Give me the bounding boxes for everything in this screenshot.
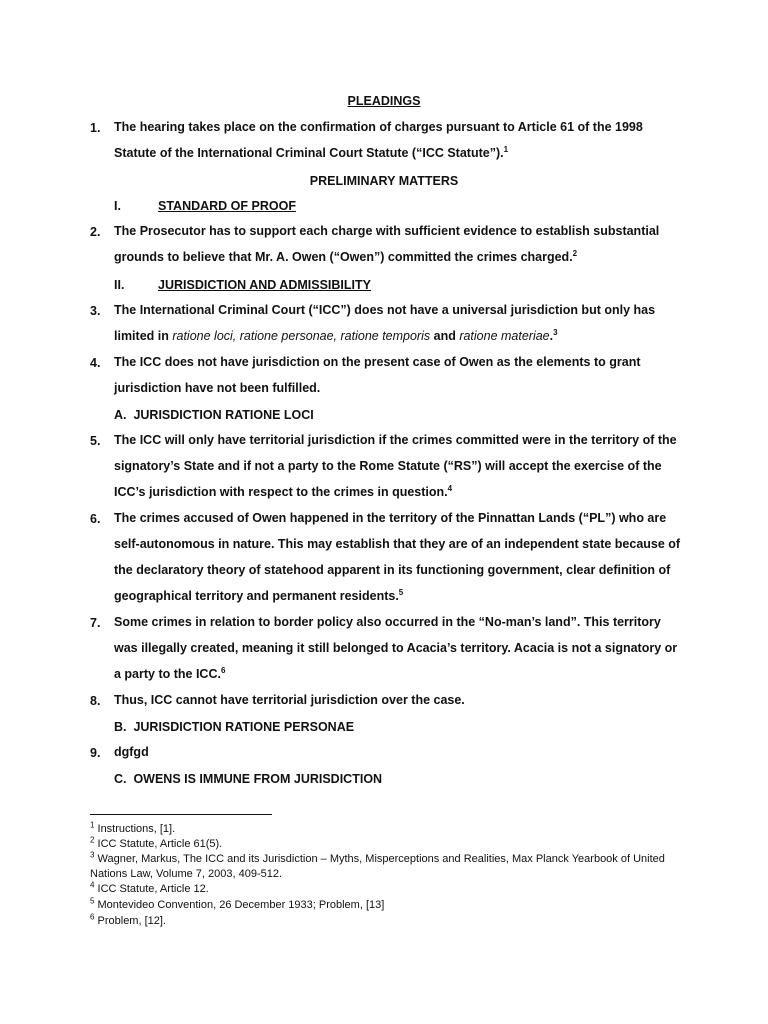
- footnote: $^1$ Instructions, [1].: [90, 820, 176, 835]
- paragraph-4: The ICC does not have jurisdiction on the present case of Owen as the elements to grant jurisdiction have not been fulfilled.: [114, 355, 641, 395]
- paragraph-2: The Prosecutor has to support each charge with sufficient evidence to establish substantial grounds to believe that Mr. A. Owen (“Owen”) committed the crimes charged.$^2$: [114, 224, 660, 264]
- footnote: $^3$ Wagner, Markus, The ICC and its Jurisdiction – Myths, Misperceptions and Realities, Max Planck Yearbook of United Nations Law, Volume 7, 2003, 409-512.: [90, 850, 665, 880]
- paragraph-number: 1.: [90, 121, 101, 135]
- paragraph-7: Some crimes in relation to border policy also occurred in the “No-man’s land”. This territory was illegally created, meaning it still belonged to Acacia’s territory. Acacia is not a signatory or a party to the ICC.$^6$: [114, 615, 678, 681]
- page-title: PLEADINGS: [347, 94, 421, 108]
- paragraph-number: 8.: [90, 694, 101, 708]
- section-marker: II.: [114, 278, 125, 292]
- section-heading: PRELIMINARY MATTERS: [309, 174, 459, 188]
- paragraph-number: 2.: [90, 225, 101, 239]
- paragraph-number: 3.: [90, 304, 101, 318]
- paragraph-3: The International Criminal Court (“ICC”) does not have a universal jurisdiction but only has limited in ratione loci, ratione personae, ratione temporis and ratione materiae.$^3$: [114, 303, 656, 343]
- paragraph-6: The crimes accused of Owen happened in the territory of the Pinnattan Lands (“PL”) who are self-autonomous in nature. This may establish that they are of an independent state because of the declaratory theory of statehood apparent in its functioning government, clear definition of geographical territory and permanent residents.$^5$: [114, 511, 681, 603]
- paragraph-1: The hearing takes place on the confirmation of charges pursuant to Article 61 of the 1998 Statute of the International Criminal Court Statute (“ICC Statute”).$^1$: [114, 120, 643, 160]
- section-marker: I.: [114, 199, 121, 213]
- subsection-heading: B. JURISDICTION RATIONE PERSONAE: [114, 720, 355, 734]
- footnote: $^6$ Problem, [12].: [90, 912, 166, 927]
- subsection-heading: A. JURISDICTION RATIONE LOCI: [114, 408, 314, 422]
- subsection-heading: C. OWENS IS IMMUNE FROM JURISDICTION: [114, 772, 383, 786]
- paragraph-number: 6.: [90, 512, 101, 526]
- section-title: STANDARD OF PROOF: [158, 199, 296, 213]
- paragraph-number: 5.: [90, 434, 101, 448]
- footnote-ref[interactable]: 6: [220, 665, 226, 675]
- footnote-ref[interactable]: 1: [503, 144, 509, 154]
- footnote: $^5$ Montevideo Convention, 26 December 1933; Problem, [13]: [90, 896, 385, 911]
- paragraph-8: Thus, ICC cannot have territorial jurisdiction over the case.: [114, 693, 465, 707]
- footnote-divider: [90, 814, 272, 815]
- paragraph-number: 9.: [90, 746, 101, 760]
- footnote-ref[interactable]: 3: [553, 327, 558, 337]
- paragraph-9: dgfgd: [114, 745, 149, 759]
- footnote-ref[interactable]: 4: [447, 483, 453, 493]
- section-title: JURISDICTION AND ADMISSIBILITY: [158, 278, 371, 292]
- footnote: $^4$ ICC Statute, Article 12.: [90, 880, 209, 895]
- footnote: $^2$ ICC Statute, Article 61(5).: [90, 835, 223, 850]
- footnote-ref[interactable]: 5: [398, 587, 404, 597]
- paragraph-5: The ICC will only have territorial jurisdiction if the crimes committed were in the territory of the signatory’s State and if not a party to the Rome Statute (“RS”) will accept the exercise of the ICC’s jurisdiction with respect to the crimes in question.$^4$: [114, 433, 677, 499]
- paragraph-number: 4.: [90, 356, 101, 370]
- paragraph-number: 7.: [90, 616, 101, 630]
- footnote-ref[interactable]: 2: [572, 248, 578, 258]
